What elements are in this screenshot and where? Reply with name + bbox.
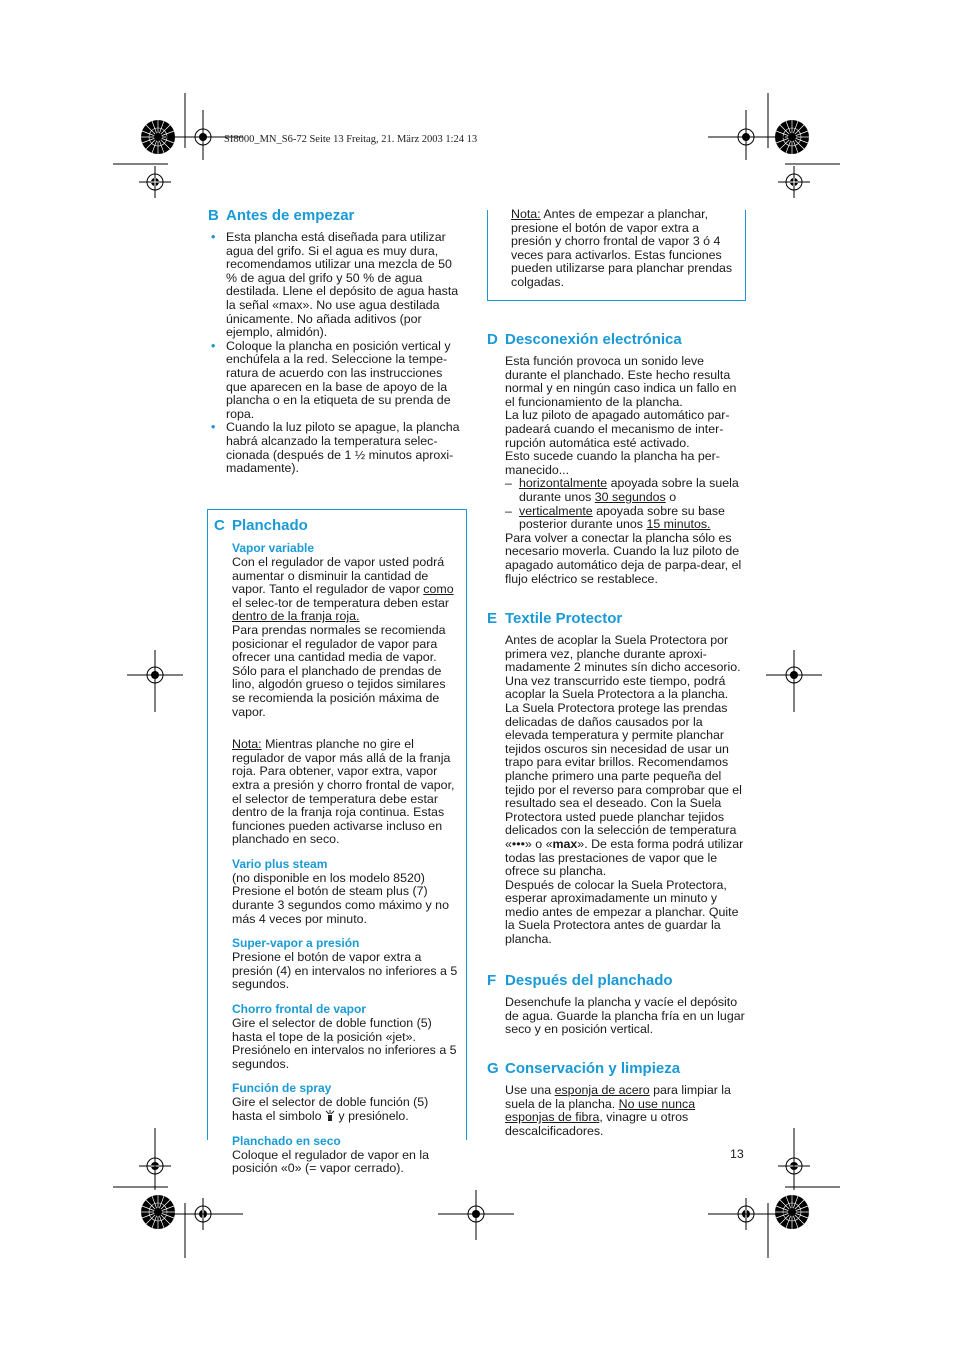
nota-paragraph bbox=[232, 738, 462, 847]
section-c-body bbox=[214, 541, 462, 1176]
section-letter: B bbox=[208, 207, 219, 224]
paragraph: Desenchufe la plancha y vacíe el depósito de agua. Guarde la plancha fría en un lugar seco y en posición vertical. bbox=[505, 995, 745, 1037]
bullet-icon: • bbox=[211, 420, 216, 435]
text: Gire el selector de doble función (5) hasta el simbolo bbox=[232, 1095, 429, 1123]
text: , vinagre u otros descalcificadores. bbox=[505, 1110, 689, 1138]
underlined-text: horizontalmente bbox=[519, 476, 608, 491]
section-f bbox=[487, 972, 745, 1037]
text: » o « bbox=[524, 836, 553, 851]
subheading-spray: Función de spray bbox=[232, 1081, 332, 1096]
underlined-text: dentro de la franja roja. bbox=[232, 609, 360, 624]
max-label: max bbox=[552, 836, 578, 851]
bullet-text: Cuando la luz piloto se apague, la plancha habrá alcanzado la temperatura selec-cionada (después de 1 ½ minutos aproxi-madamente). bbox=[226, 420, 460, 476]
list-item bbox=[505, 505, 745, 532]
section-f-body bbox=[487, 996, 745, 1037]
paragraph: Para prendas normales se recomienda posicionar el regulador de vapor para ofrecer una cantidad media de vapor. Sólo para el planchado de prendas de lino, algodón grueso o tejidos similares se recomienda la posición máxima de vapor. bbox=[232, 622, 446, 719]
section-d bbox=[487, 331, 745, 586]
paragraph: Presione el botón de vapor extra a presión (4) en intervalos no inferiores a 5 segundos. bbox=[232, 950, 458, 992]
section-title: Planchado bbox=[232, 517, 308, 534]
section-title: Textile Protector bbox=[505, 610, 623, 627]
section-f-heading bbox=[487, 972, 745, 990]
subheading-seco: Planchado en seco bbox=[232, 1133, 341, 1148]
section-letter: F bbox=[487, 972, 497, 989]
dash-icon: – bbox=[505, 476, 512, 491]
section-d-body bbox=[487, 355, 745, 586]
text: y presiónelo. bbox=[334, 1109, 409, 1123]
paragraph: (no disponible en los modelo 8520) Presione el botón de steam plus (7) durante 3 segundos como máximo y no más 4 veces por minuto. bbox=[232, 870, 449, 926]
section-g-heading bbox=[487, 1060, 745, 1078]
section-letter: E bbox=[487, 610, 498, 627]
text: Use una bbox=[505, 1083, 555, 1097]
section-g bbox=[487, 1060, 745, 1138]
bullet-text: Esta plancha está diseñada para utilizar agua del grifo. Si el agua es muy dura, recomendamos utilizar una mezcla de 50 % de agua del grifo y 50 % de agua destilada. Llene el depósito de agua hasta la señal «max». No use agua destilada únicamente. No añada aditivos (por ejemplo, almidón). bbox=[226, 230, 459, 340]
text: o bbox=[665, 489, 677, 504]
section-title: Antes de empezar bbox=[226, 207, 355, 224]
underlined-text: como bbox=[423, 582, 454, 597]
text: Con el regulador de vapor usted podrá aumentar o disminuir la cantidad de vapor. Tanto el regulador de vapor bbox=[232, 555, 445, 597]
text: para limpiar la suela de la plancha. bbox=[505, 1083, 731, 1111]
section-title: Después del planchado bbox=[505, 972, 673, 989]
section-letter: G bbox=[487, 1060, 499, 1077]
bullet-text: Coloque la plancha en posición vertical y enchúfela a la red. Seleccione la tempe-ratura de acuerdo con las instrucciones que aparecen en la base de apoyo de la plancha o en la etiqueta de su prenda de ropa. bbox=[226, 338, 451, 421]
paragraph bbox=[505, 634, 745, 879]
text: el selec-tor de temperatura deben estar bbox=[232, 595, 449, 610]
text: ». De esta forma podrá utilizar todas las prestaciones de vapor que le ofrece su plancha. bbox=[505, 836, 744, 879]
text: apoyada sobre la suela durante unos bbox=[519, 476, 739, 504]
list-item bbox=[208, 421, 466, 475]
section-e-body bbox=[487, 634, 745, 947]
paragraph: Gire el selector de doble function (5) hasta el tope de la posición «jet». Presiónelo en intervalos no inferiores a 5 segundos. bbox=[232, 1016, 457, 1071]
paragraph: Después de colocar la Suela Protectora, esperar aproximadamente un minuto y medio antes de empezar a planchar. Quite la Suela Protectora antes de guardar la plancha. bbox=[505, 877, 739, 947]
note-box bbox=[511, 208, 743, 290]
subheading-vario-plus: Vario plus steam bbox=[232, 856, 328, 871]
nota-label: Nota: bbox=[511, 207, 541, 221]
section-e-heading bbox=[487, 610, 745, 628]
underlined-text: 15 minutos. bbox=[646, 517, 711, 532]
underlined-text: verticalmente bbox=[519, 503, 593, 518]
print-header: SI8000_MN_S6-72 Seite 13 Freitag, 21. März 2003 1:24 13 bbox=[224, 134, 478, 145]
section-g-body bbox=[487, 1084, 745, 1138]
section-e bbox=[487, 610, 745, 947]
nota-label: Nota: bbox=[232, 737, 262, 752]
section-title: Conservación y limpieza bbox=[505, 1060, 681, 1077]
text: Antes de empezar a planchar, presione el botón de vapor extra a presión y chorro frontal de vapor 3 ó 4 veces para activarlos. Estas funciones pueden utilizarse para planchar prendas colgadas. bbox=[511, 207, 733, 289]
text: Mientras planche no gire el regulador de vapor más allá de la franja roja. Para obtener, vapor extra, vapor extra a presión y chorro frontal de vapor, el selector de temperatura debe estar dentro de la franja roja continua. Estas funciones pueden activarse incluso en planchado en seco. bbox=[232, 737, 455, 847]
underlined-text: 30 segundos bbox=[594, 489, 666, 504]
section-letter: C bbox=[214, 517, 225, 534]
section-title: Desconexión electrónica bbox=[505, 331, 682, 348]
text: apoyada sobre su base posterior durante unos bbox=[519, 503, 725, 532]
dash-icon: – bbox=[505, 503, 512, 518]
underlined-text: esponja de acero bbox=[554, 1083, 650, 1097]
text: Antes de acoplar la Suela Protectora por primera vez, planche durante aproxi-madamente 2 minutes sín dicho accesorio. Una vez transcurrido este tiempo, podrá acoplar la Suela Protectora a la plancha. La Suela Protectora protege las prendas delicadas de daños causados por la elevada temperatura y permite planchar tejidos oscuros sin necesidad de usar un trapo para evitar brillos. Recomendamos planche primero una parte pequeña del tejido por el reverso para comprobar que el resultado sea el deseado. Con la Suela Protectora usted puede planchar tejidos delicados con la selección de temperatura « bbox=[505, 633, 742, 851]
section-c bbox=[214, 517, 462, 1176]
paragraph: Para volver a conectar la plancha sólo es necesario moverla. Cuando la luz piloto de apagado automático deja de parpa-dear, el flujo eléctrico se restablece. bbox=[505, 530, 742, 586]
section-letter: D bbox=[487, 331, 498, 348]
bullet-icon: • bbox=[211, 230, 216, 244]
paragraph bbox=[232, 1096, 462, 1123]
subheading-vapor-variable: Vapor variable bbox=[232, 541, 315, 555]
paragraph: Coloque el regulador de vapor en la posición «0» (= vapor cerrado). bbox=[232, 1147, 430, 1176]
bullet-icon: • bbox=[211, 338, 216, 353]
section-b bbox=[208, 207, 466, 476]
section-d-heading bbox=[487, 331, 745, 349]
list-item bbox=[505, 477, 745, 504]
list-item bbox=[208, 231, 466, 340]
underlined-text: No use nunca bbox=[618, 1096, 696, 1111]
paragraph: Esto sucede cuando la plancha ha per-manecido... bbox=[505, 449, 720, 477]
subheading-super-vapor: Super-vapor a presión bbox=[232, 936, 360, 951]
paragraph bbox=[505, 1084, 745, 1138]
page-number: 13 bbox=[730, 1147, 744, 1161]
paragraph bbox=[232, 556, 462, 624]
underlined-text: esponjas de fibra bbox=[505, 1110, 600, 1125]
section-b-heading bbox=[208, 207, 466, 225]
temperature-dots: ••• bbox=[511, 836, 525, 851]
subheading-chorro: Chorro frontal de vapor bbox=[232, 1002, 367, 1017]
paragraph: Esta función provoca un sonido leve durante el planchado. Este hecho resulta normal y en ningún caso indica un fallo en el funcionamiento de la plancha. bbox=[505, 354, 737, 409]
paragraph: La luz piloto de apagado automático par-padeará cuando el mecanismo de inter-rupción automática esté activado. bbox=[505, 408, 730, 450]
section-c-heading bbox=[214, 517, 462, 535]
list-item bbox=[208, 340, 466, 422]
spray-symbol-icon bbox=[325, 1109, 335, 1123]
